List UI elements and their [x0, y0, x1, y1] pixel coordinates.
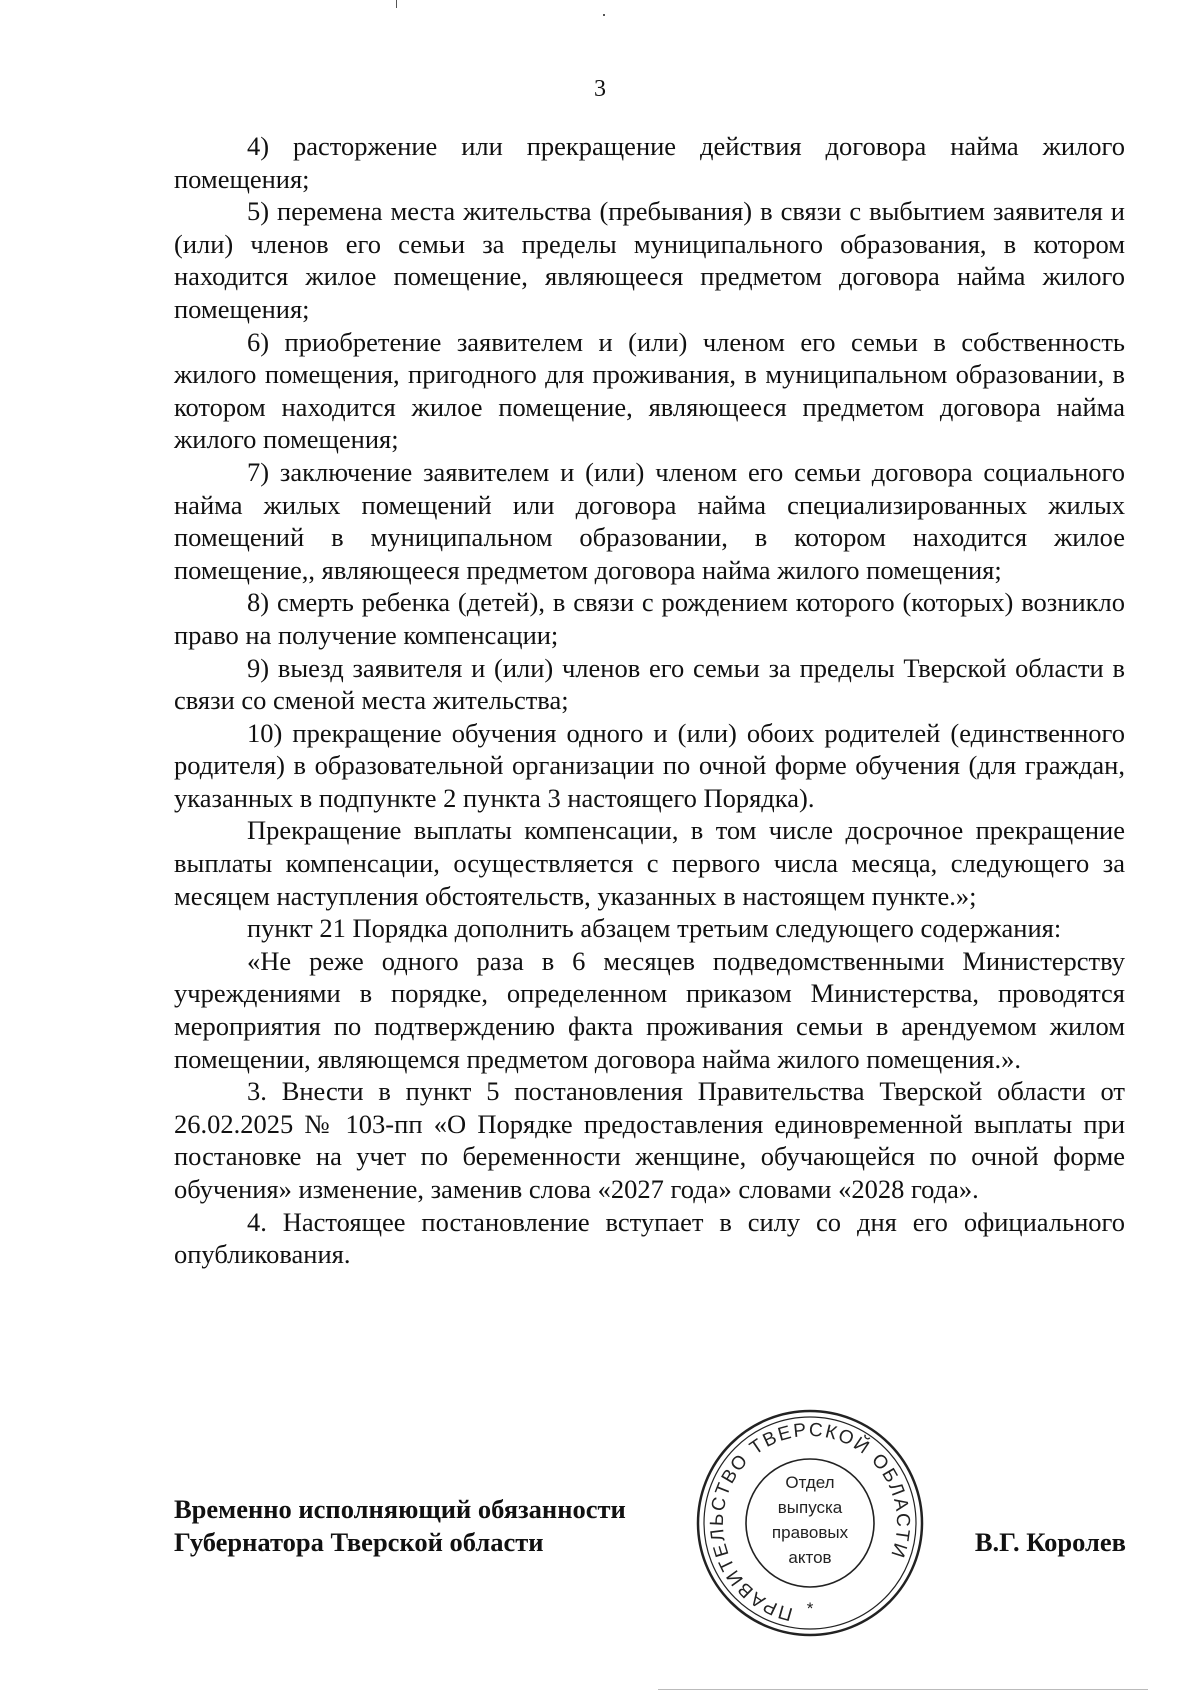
signatory-name: В.Г. Королев [974, 1527, 1126, 1557]
scan-artifact-dot [603, 14, 605, 16]
stamp-seal-graphic [695, 1408, 925, 1638]
paragraph-item-8: 8) смерть ребенка (детей), в связи с рождением которого (которых) возникло право на получение компенсации; [174, 587, 1125, 650]
paragraph-item-5: 5) перемена места жительства (пребывания) в связи с выбытием заявителя и (или) членов его семьи за пределы муниципального образования, в котором находится жилое помещение, являющееся предметом договора найма жилого помещения; [174, 196, 1125, 324]
scan-artifact-mark [396, 0, 397, 8]
paragraph-item-9: 9) выезд заявителя и (или) членов его семьи за пределы Тверской области в связи со сменой места жительства; [174, 652, 1125, 716]
paragraph-section-3: 3. Внести в пункт 5 постановления Правительства Тверской области от 26.02.2025 № 103-пп «О Порядке предоставления единовременной выплаты при постановке на учет по беременности женщине, обучающейся по очной форме обучения» изменение, заменив слова «2027 года» словами «2028 года». [174, 1076, 1125, 1204]
paragraph-section-4: 4. Настоящее постановление вступает в силу со дня его официального опубликования. [174, 1206, 1125, 1270]
paragraph-item-6: 6) приобретение заявителем и (или) членом его семьи в собственность жилого помещения, пригодного для проживания, в муниципальном образовании, в котором находится жилое помещение, являющееся предметом договора найма жилого помещения; [174, 326, 1125, 455]
paragraph-item-4: 4) расторжение или прекращение действия договора найма жилого помещения; [174, 131, 1125, 194]
stamp-center-line-1: Отдел [785, 1473, 835, 1492]
paragraph-item-7: 7) заключение заявителем и (или) членом его семьи договора социального найма жилых помещений или договора найма специализированных жилых помещений в муниципальном образовании, в котором находится жилое помещение,, являющееся предметом договора найма жилого помещения; [174, 456, 1125, 585]
stamp-star-icon: * [806, 1599, 814, 1618]
paragraph-point-21-text: «Не реже одного раза в 6 месяцев подведомственными Министерству учреждениями в порядке, определенном приказом Министерства, проводятся мероприятия по подтверждению факта проживания семьи в арендуемом жилом помещении, являющемся предметом договора найма жилого помещения.». [174, 945, 1125, 1074]
stamp-ring-text: ПРАВИТЕЛЬСТВО ТВЕРСКОЙ ОБЛАСТИ [706, 1419, 914, 1625]
paragraph-item-10: 10) прекращение обучения одного и (или) обоих родителей (единственного родителя) в образовательной организации по очной форме обучения (для граждан, указанных в подпункте 2 пункта 3 настоящего Порядка). [174, 717, 1125, 813]
signatory-position [174, 1493, 626, 1559]
signatory-position-line-1: Временно исполняющий обязанности [174, 1494, 626, 1524]
stamp-center-line-4: актов [788, 1548, 832, 1567]
paragraph-point-21: пункт 21 Порядка дополнить абзацем третьим следующего содержания: [247, 913, 1062, 944]
page-number: 3 [594, 76, 606, 102]
scan-artifact-line [658, 1689, 1148, 1690]
signatory-position-line-2: Губернатора Тверской области [174, 1527, 544, 1557]
official-stamp [695, 1408, 925, 1638]
paragraph-termination-date: Прекращение выплаты компенсации, в том числе досрочное прекращение выплаты компенсации, осуществляется с первого числа месяца, следующего за месяцем наступления обстоятельств, указанных в настоящем пункте.»; [174, 815, 1125, 911]
stamp-center-line-3: правовых [771, 1523, 849, 1542]
stamp-center-line-2: выпуска [777, 1498, 843, 1517]
document-body [174, 130, 1125, 1271]
